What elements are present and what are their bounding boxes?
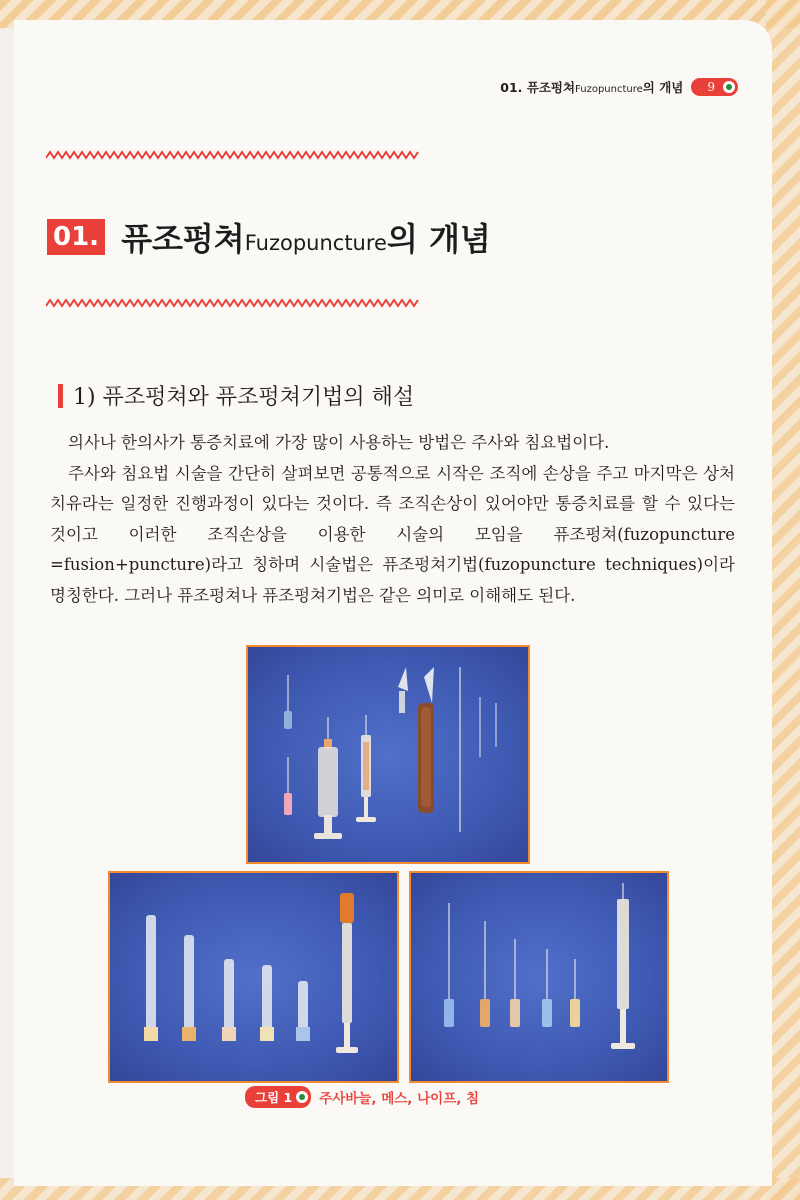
header-title-en: Fuzopuncture	[575, 84, 643, 95]
chapter-title	[121, 214, 491, 260]
body-text	[50, 428, 735, 611]
section-marker	[58, 384, 63, 408]
spinal-needle	[570, 959, 580, 1027]
needle-cap	[222, 959, 236, 1041]
green-dot-icon	[296, 1091, 308, 1103]
acupuncture-needles	[460, 667, 496, 832]
running-header	[500, 78, 738, 96]
spinal-needle	[542, 949, 552, 1027]
section-title: 1) 퓨조펑쳐와 퓨조펑쳐기법의 해설	[73, 385, 415, 410]
needle-cap	[182, 935, 196, 1041]
photo-needle-caps	[108, 871, 399, 1083]
figure-caption-text: 주사바늘, 메스, 나이프, 침	[319, 1091, 480, 1107]
running-header-title	[500, 78, 683, 96]
needle-blue	[284, 675, 292, 729]
chapter-heading	[47, 214, 491, 260]
spinal-needle	[480, 921, 490, 1027]
scalpel-handle	[418, 667, 434, 813]
header-title-pre: 01. 퓨조펑쳐	[500, 80, 576, 95]
page-number: 9	[707, 80, 715, 94]
photo-spinal-needles	[409, 871, 669, 1083]
insulin-syringe	[336, 893, 358, 1053]
section-heading	[58, 380, 414, 411]
large-syringe	[314, 717, 342, 839]
spinal-needle	[444, 903, 454, 1027]
scalpel-blade	[398, 667, 408, 713]
chapter-title-post: 의 개념	[386, 220, 491, 258]
chapter-title-pre: 퓨조펑쳐	[121, 220, 245, 258]
header-title-post: 의 개념	[642, 80, 684, 95]
chapter-title-en: Fuzopuncture	[244, 231, 387, 255]
page-number-badge	[691, 78, 738, 96]
needle-cap	[296, 981, 310, 1041]
figure-label: 그림 1	[255, 1090, 293, 1105]
chapter-number: 01.	[47, 219, 105, 255]
zigzag-divider-top	[46, 150, 420, 160]
needle-cap	[144, 915, 158, 1041]
paragraph: 주사와 침요법 시술을 간단히 살펴보면 공통적으로 시작은 조직에 손상을 주고 마지막은 상처치유라는 일정한 진행과정이 있다는 것이다. 즉 조직손상이 있어야만 통증치료를 할 수 있다는 것이고 이러한 조직손상을 이용한 시술의 모임을 퓨조펑쳐(fuzopuncture =fusion+puncture)라고 칭하며 시술법은 퓨조펑쳐기법(fuzopuncture techniques)이라 명칭한다. 그러나 퓨조펑쳐나 퓨조펑쳐기법은 같은 의미로 이해해도 된다.	[50, 463, 735, 605]
photo-syringes-scalpels	[246, 645, 530, 864]
figure-label-badge	[245, 1086, 311, 1108]
syringe	[611, 883, 635, 1049]
zigzag-divider-bottom	[46, 298, 420, 308]
green-dot-icon	[723, 81, 735, 93]
figure-caption	[245, 1086, 479, 1108]
spinal-needle	[510, 939, 520, 1027]
small-syringe	[356, 715, 376, 822]
paragraph: 의사나 한의사가 통증치료에 가장 많이 사용하는 방법은 주사와 침요법이다.	[68, 433, 610, 452]
needle-pink	[284, 757, 292, 815]
needle-cap	[260, 965, 274, 1041]
